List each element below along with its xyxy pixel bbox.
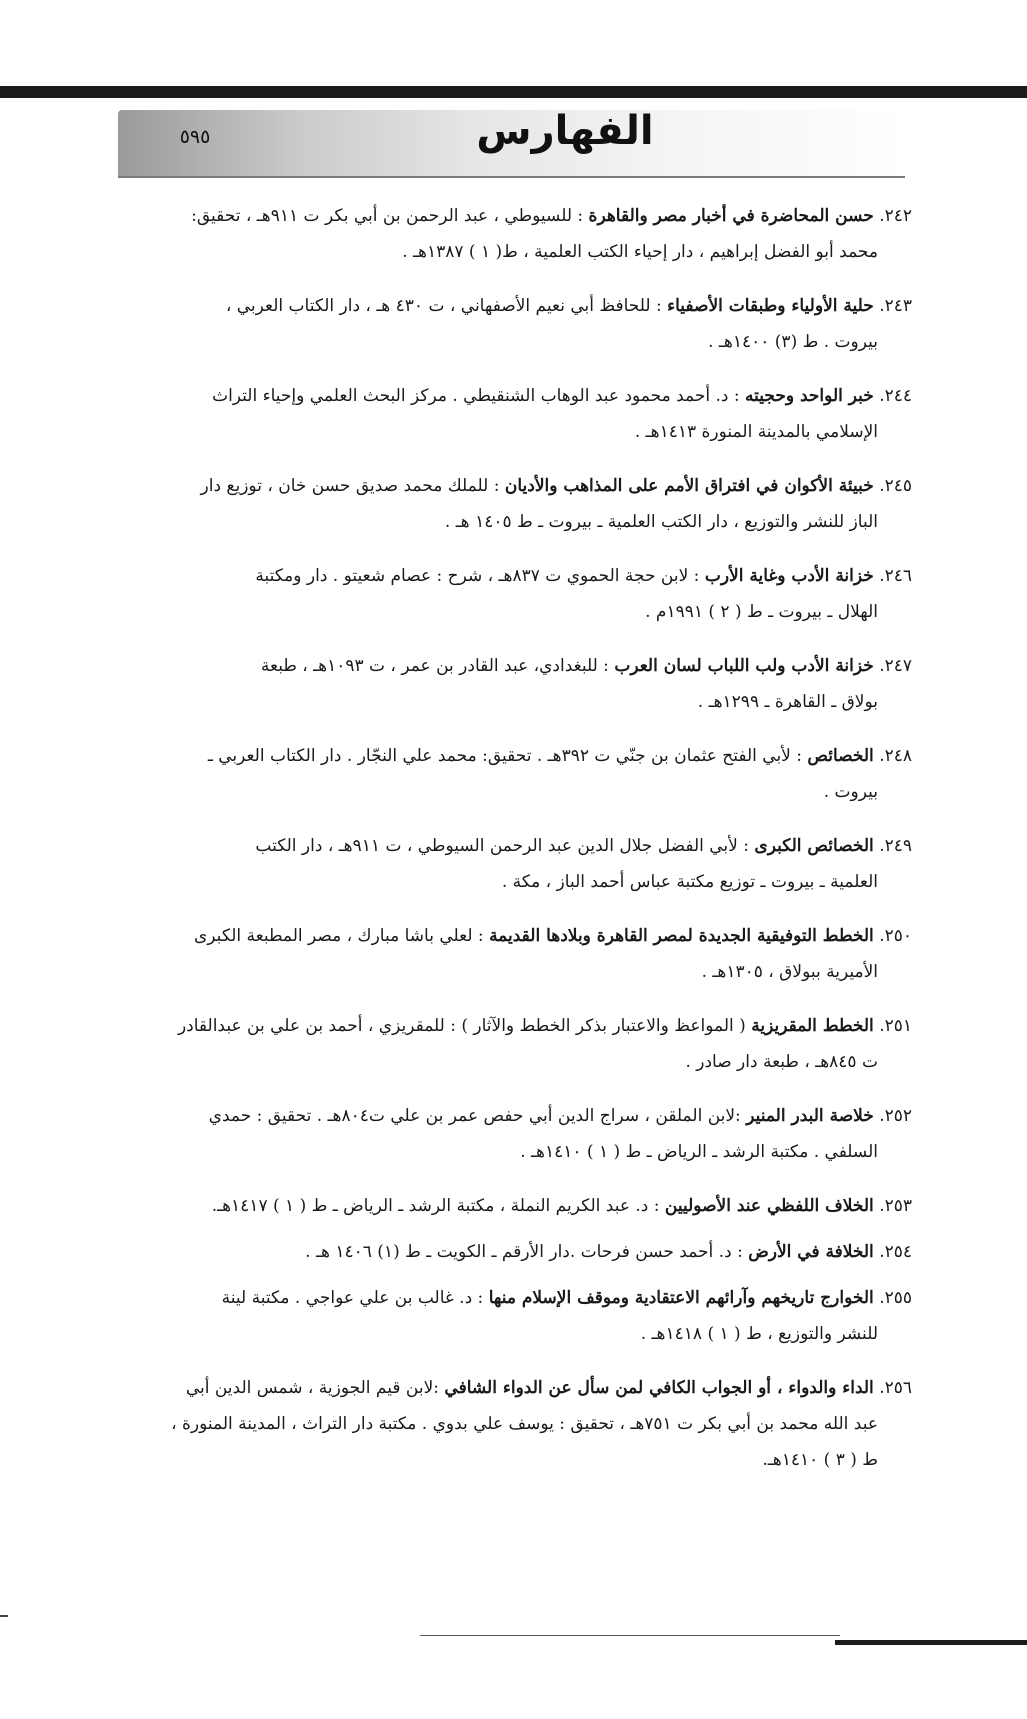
bibliography-entry [152, 828, 912, 900]
bibliography-entry [152, 1008, 912, 1080]
entry-number: ٢٤٢. [879, 206, 912, 226]
entry-title: الخلافة في الأرض [748, 1242, 874, 1262]
bibliography-entry [152, 918, 912, 990]
entry-number: ٢٤٧. [879, 656, 912, 676]
entry-number: ٢٥٢. [879, 1106, 912, 1126]
bibliography-entry [152, 288, 912, 360]
entry-text: : لأبي الفضل جلال الدين عبد الرحمن السيوطي ، ت ٩١١هـ ، دار الكتب [255, 836, 749, 856]
bibliography-entry [152, 558, 912, 630]
scan-mark [0, 1615, 8, 1617]
entry-number: ٢٥٦. [879, 1378, 912, 1398]
bottom-rule-thin [420, 1635, 840, 1636]
entry-continuation: السلفي . مكتبة الرشد ـ الرياض ـ ط ( ١ ) ١٤١٠هـ . [520, 1142, 878, 1162]
entry-number: ٢٤٨. [879, 746, 912, 766]
entry-continuation: بيروت . ط (٣) ١٤٠٠هـ . [708, 332, 878, 352]
entry-title: الخطط المقريزية [751, 1016, 874, 1036]
entry-title: خزانة الأدب ولب اللباب لسان العرب [614, 656, 874, 676]
top-rule [0, 86, 1027, 98]
entry-text: : للبغدادي، عبد القادر بن عمر ، ت ١٠٩٣هـ ، طبعة [260, 656, 609, 676]
entry-title: الخلاف اللفظي عند الأصوليين [664, 1196, 874, 1216]
entry-number: ٢٥٤. [879, 1242, 912, 1262]
entry-text: : د. أحمد محمود عبد الوهاب الشنقيطي . مركز البحث العلمي وإحياء التراث [212, 386, 740, 406]
bibliography-entry [152, 738, 912, 810]
entry-title: خلاصة البدر المنير [746, 1106, 874, 1126]
entry-text: : للحافظ أبي نعيم الأصفهاني ، ت ٤٣٠ هـ ، دار الكتاب العربي ، [225, 296, 662, 316]
entry-title: خبيئة الأكوان في افتراق الأمم على المذاهب والأديان [504, 476, 874, 496]
bibliography-entry [152, 198, 912, 270]
entry-text: : للملك محمد صديق حسن خان ، توزيع دار [200, 476, 500, 496]
section-title: الفهارس [476, 108, 654, 154]
entry-text: : لأبي الفتح عثمان بن جنّي ت ٣٩٢هـ . تحقيق: محمد علي النجّار . دار الكتاب العربي ـ [207, 746, 803, 766]
entry-text: : لعلي باشا مبارك ، مصر المطبعة الكبرى [194, 926, 484, 946]
entry-continuation: للنشر والتوزيع ، ط ( ١ ) ١٤١٨هـ . [640, 1324, 878, 1344]
entry-title: حسن المحاضرة في أخبار مصر والقاهرة [588, 206, 874, 226]
entry-title: الخوارج تاريخهم وآرائهم الاعتقادية وموقف الإسلام منها [488, 1288, 874, 1308]
entry-title: الخصائص الكبرى [754, 836, 874, 856]
entry-number: ٢٥١. [879, 1016, 912, 1036]
entry-title: حلية الأولياء وطبقات الأصفياء [667, 296, 874, 316]
entry-text: :لابن قيم الجوزية ، شمس الدين أبي [185, 1378, 439, 1398]
entry-title: خبر الواحد وحجيته [745, 386, 874, 406]
entry-continuation: الباز للنشر والتوزيع ، دار الكتب العلمية ـ بيروت ـ ط ١٤٠٥ هـ . [444, 512, 878, 532]
entry-title: الخطط التوفيقية الجديدة لمصر القاهرة وبلادها القديمة [489, 926, 874, 946]
bibliography-entry [152, 1188, 912, 1224]
entry-continuation: الهلال ـ بيروت ـ ط ( ٢ ) ١٩٩١م . [645, 602, 878, 622]
bibliography-entry [152, 1370, 912, 1478]
entry-continuation: بولاق ـ القاهرة ـ ١٢٩٩هـ . [697, 692, 878, 712]
entry-text: : د. عبد الكريم النملة ، مكتبة الرشد ـ الرياض ـ ط ( ١ ) ١٤١٧هـ. [211, 1196, 660, 1216]
entry-continuation: الأميرية ببولاق ، ١٣٠٥هـ . [701, 962, 878, 982]
entry-continuation: العلمية ـ بيروت ـ توزيع مكتبة عباس أحمد الباز ، مكة . [501, 872, 878, 892]
bibliography-list [152, 198, 912, 1496]
entry-number: ٢٤٤. [879, 386, 912, 406]
entry-number: ٢٥٥. [879, 1288, 912, 1308]
entry-continuation: عبد الله محمد بن أبي بكر ت ٧٥١هـ ، تحقيق : يوسف علي بدوي . مكتبة دار التراث ، المدينة المنورة ، [171, 1414, 878, 1434]
entry-title: الخصائص [807, 746, 874, 766]
entry-continuation: بيروت . [823, 782, 878, 802]
bibliography-entry [152, 378, 912, 450]
entry-number: ٢٤٥. [879, 476, 912, 496]
bibliography-entry [152, 1234, 912, 1270]
page-number: ٥٩٥ [179, 126, 211, 148]
bibliography-entry [152, 1280, 912, 1352]
bibliography-entry [152, 648, 912, 720]
bibliography-entry [152, 1098, 912, 1170]
bottom-rule [835, 1640, 1027, 1645]
entry-continuation: ط ( ٣ ) ١٤١٠هـ. [762, 1450, 878, 1470]
entry-continuation: ت ٨٤٥هـ ، طبعة دار صادر . [685, 1052, 878, 1072]
entry-number: ٢٥٠. [879, 926, 912, 946]
entry-number: ٢٤٣. [879, 296, 912, 316]
entry-text: : لابن حجة الحموي ت ٨٣٧هـ ، شرح : عصام شعيتو . دار ومكتبة [255, 566, 700, 586]
entry-text: : د. غالب بن علي عواجي . مكتبة لينة [221, 1288, 484, 1308]
entry-number: ٢٤٩. [879, 836, 912, 856]
entry-number: ٢٥٣. [879, 1196, 912, 1216]
entry-text: : د. أحمد حسن فرحات .دار الأرقم ـ الكويت ـ ط (١) ١٤٠٦ هـ . [305, 1242, 743, 1262]
entry-text: ( المواعظ والاعتبار بذكر الخطط والآثار ) : للمقريزي ، أحمد بن علي بن عبدالقادر [177, 1016, 746, 1036]
entry-title: خزانة الأدب وغاية الأرب [704, 566, 874, 586]
entry-text: : للسيوطي ، عبد الرحمن بن أبي بكر ت ٩١١هـ ، تحقيق: [191, 206, 584, 226]
entry-text: :لابن الملقن ، سراج الدين أبي حفص عمر بن علي ت٨٠٤هـ . تحقيق : حمدي [208, 1106, 741, 1126]
entry-title: الداء والدواء ، أو الجواب الكافي لمن سأل عن الدواء الشافي [444, 1378, 874, 1398]
bibliography-entry [152, 468, 912, 540]
entry-continuation: الإسلامي بالمدينة المنورة ١٤١٣هـ . [634, 422, 878, 442]
entry-number: ٢٤٦. [879, 566, 912, 586]
entry-continuation: محمد أبو الفضل إبراهيم ، دار إحياء الكتب العلمية ، ط( ١ ) ١٣٨٧هـ . [402, 242, 878, 262]
